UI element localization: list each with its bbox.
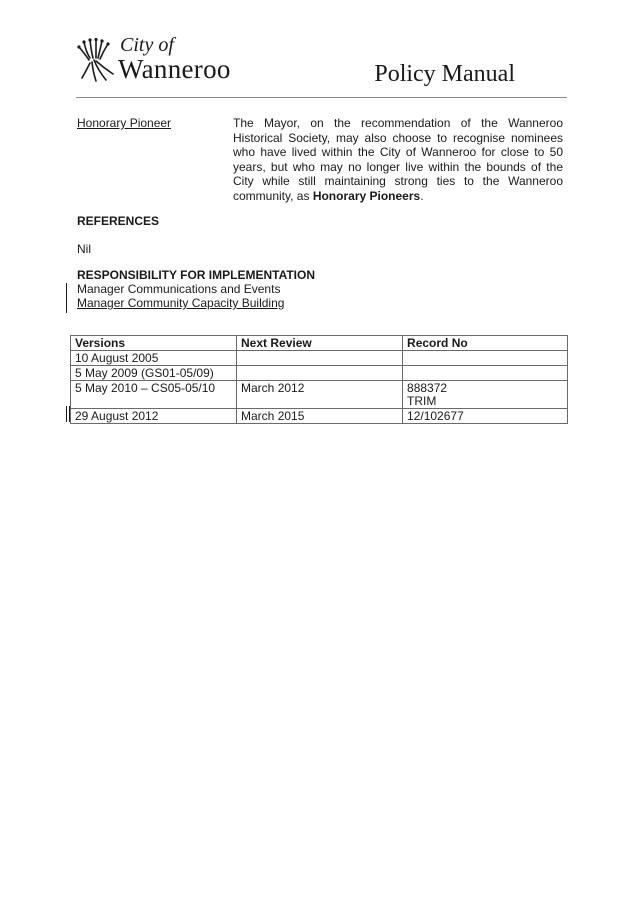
definition-term: Honorary Pioneer: [77, 116, 172, 130]
responsibility-line: Manager Community Capacity Building: [77, 296, 285, 310]
table-cell: 10 August 2005: [71, 351, 237, 366]
definition-text-bold: Honorary Pioneers: [312, 188, 421, 203]
table-header-cell: Versions: [71, 336, 237, 351]
table-row: [71, 409, 568, 424]
references-content: Nil: [77, 242, 91, 256]
logo-name-text: Wanneroo: [118, 54, 231, 84]
responsibility-heading: RESPONSIBILITY FOR IMPLEMENTATION: [77, 268, 316, 282]
table-row: [71, 381, 568, 409]
change-bar: [69, 406, 70, 422]
definition-text: [233, 116, 563, 204]
table-cell: [403, 351, 568, 366]
kangaroo-paw-icon: [76, 38, 118, 82]
header-divider: [76, 97, 567, 98]
table-cell: 12/102677: [403, 409, 568, 424]
table-header-cell: Record No: [403, 336, 568, 351]
table-cell: [237, 351, 403, 366]
references-heading: REFERENCES: [77, 214, 160, 228]
table-cell: [403, 366, 568, 381]
change-bar: [66, 406, 67, 422]
table-cell-text: March 2012: [241, 381, 305, 395]
definition-text-intro: The Mayor, on the recommendation of the Wanneroo Historical Society, may also choose to recognise nominees who have lived within the City of Wanneroo for close to 50 years, but who may no longer live within the bounds of the City while still maintaining strong ties to the Wanneroo community, as: [233, 116, 563, 203]
table-cell-text: TRIM: [407, 394, 437, 408]
table-cell: [237, 366, 403, 381]
document-type-title: Policy Manual: [374, 61, 515, 87]
table-header-row: [71, 336, 568, 351]
table-cell-text: 888372: [407, 381, 448, 395]
change-bar: [66, 283, 67, 313]
table-cell: March 2015: [237, 409, 403, 424]
table-cell: [237, 381, 403, 409]
definition-text-end: .: [420, 188, 424, 203]
logo-city-text: City of: [120, 34, 174, 56]
versions-table: [70, 335, 568, 424]
table-cell: 29 August 2012: [71, 409, 237, 424]
table-cell: [403, 381, 568, 409]
responsibility-line: Manager Communications and Events: [77, 282, 281, 296]
table-cell: [71, 381, 237, 409]
table-cell-text: 5 May 2010 – CS05-05/10: [75, 381, 216, 395]
table-row: [71, 366, 568, 381]
table-cell: 5 May 2009 (GS01-05/09): [71, 366, 237, 381]
table-header-cell: Next Review: [237, 336, 403, 351]
table-row: [71, 351, 568, 366]
city-logo: [76, 34, 256, 84]
